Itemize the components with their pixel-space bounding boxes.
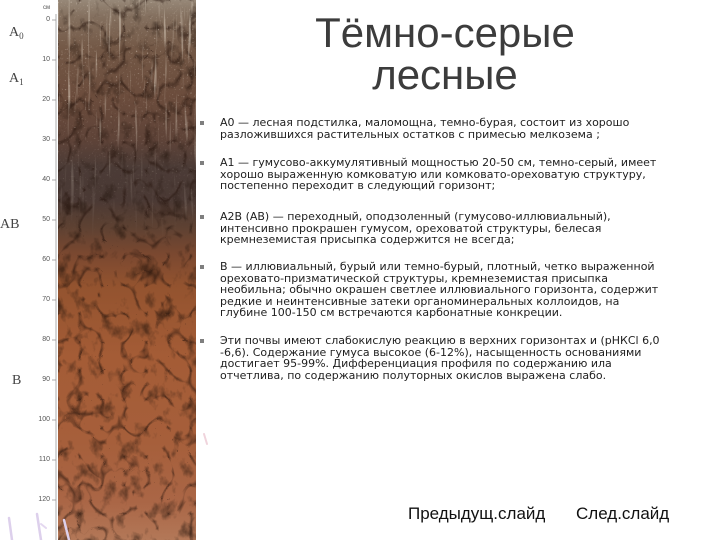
soil-profile-image: [58, 0, 196, 540]
decorative-strokes: [0, 498, 90, 540]
horizon-letter: AB: [0, 217, 20, 232]
bullet-marker: [200, 215, 204, 219]
bullet-text: А2В (АВ) — переходный, оподзоленный (гумусово-иллювиальный), интенсивно прокрашен гумусом, ореховатой структуры, белесая кремнеземистая присыпка содержится не всегда;: [220, 210, 611, 247]
depth-tick-label: 120: [38, 496, 50, 503]
depth-tick-label: 100: [38, 416, 50, 423]
bullet-marker: [200, 265, 204, 269]
horizon-subscript: 1: [19, 77, 24, 87]
depth-scale: [50, 0, 58, 540]
slide-title: [250, 9, 640, 98]
depth-tick-label: 80: [42, 336, 50, 343]
depth-tick-label: 20: [42, 96, 50, 103]
previous-slide-link[interactable]: Предыдущ.слайд: [408, 504, 546, 523]
decorative-mark: [200, 432, 212, 446]
decorative-stroke: [64, 520, 69, 540]
bullet-text: А1 — гумусово-аккумулятивный мощностью 20-50 см, темно-серый, имеет хорошо выраженную комковатую или комковато-ореховатую структуру, постепенно переходит в следующий горизонт;: [220, 156, 657, 193]
depth-tick-label: 0: [46, 16, 50, 23]
horizon-subscript: 0: [19, 31, 24, 41]
decorative-stroke: [41, 524, 46, 528]
depth-tick-label: 90: [42, 376, 50, 383]
horizon-label-b: [12, 373, 21, 389]
bullet-marker: [200, 121, 204, 125]
bullet-item: [220, 261, 700, 319]
bullet-marker: [200, 161, 204, 165]
depth-tick-label: 30: [42, 136, 50, 143]
horizon-label-ab: [0, 217, 19, 233]
horizon-letter: A: [9, 71, 20, 86]
horizon-label-a1: [9, 71, 24, 87]
bullet-item: [220, 211, 700, 246]
bullet-text: А0 — лесная подстилка, маломощна, темно-бурая, состоит из хорошо разложившихся растительных остатков с примесью мелкозема ;: [220, 116, 630, 141]
depth-tick-label: 70: [42, 296, 50, 303]
bullet-text: Эти почвы имеют слабокислую реакцию в верхних горизонтах и (рНКСl 6,0 -6,6). Содержание гумуса высокое (6-12%), насыщенность основаниями достигает 95-99%. Дифференциация профиля по содержанию ила отчетлива, по содержанию полуторных окислов выражена слабо.: [220, 334, 660, 382]
decorative-stroke: [37, 514, 41, 540]
depth-tick-label: 60: [42, 256, 50, 263]
horizon-label-a0: [9, 25, 24, 41]
depth-tick-label: 10: [42, 56, 50, 63]
depth-tick-label: 40: [42, 176, 50, 183]
bullet-item: [220, 157, 700, 192]
horizon-letter: A: [9, 25, 20, 40]
horizon-letter: B: [12, 373, 22, 388]
bullet-text: В — иллювиальный, бурый или темно-бурый, плотный, четко выраженной ореховато-призматической структуры, кремнеземистая присыпка необильна; обычно окрашен светлее иллювиального горизонта, содержит редкие и неинтенсивные затеки органоминеральных коллоидов, на глубине 100-150 см встречаются карбонатные конкреции.: [220, 260, 659, 320]
title-line: лесные: [372, 51, 518, 98]
depth-tick-label: 50: [42, 216, 50, 223]
next-slide-link[interactable]: След.слайд: [576, 504, 670, 523]
depth-unit-label: см: [43, 5, 51, 11]
title-line: Тёмно-серые: [315, 9, 575, 56]
bullet-item: [220, 117, 700, 140]
bullet-item: [220, 335, 700, 381]
bullet-marker: [200, 339, 204, 343]
decorative-stroke: [9, 518, 12, 540]
depth-tick-label: 110: [38, 456, 50, 463]
